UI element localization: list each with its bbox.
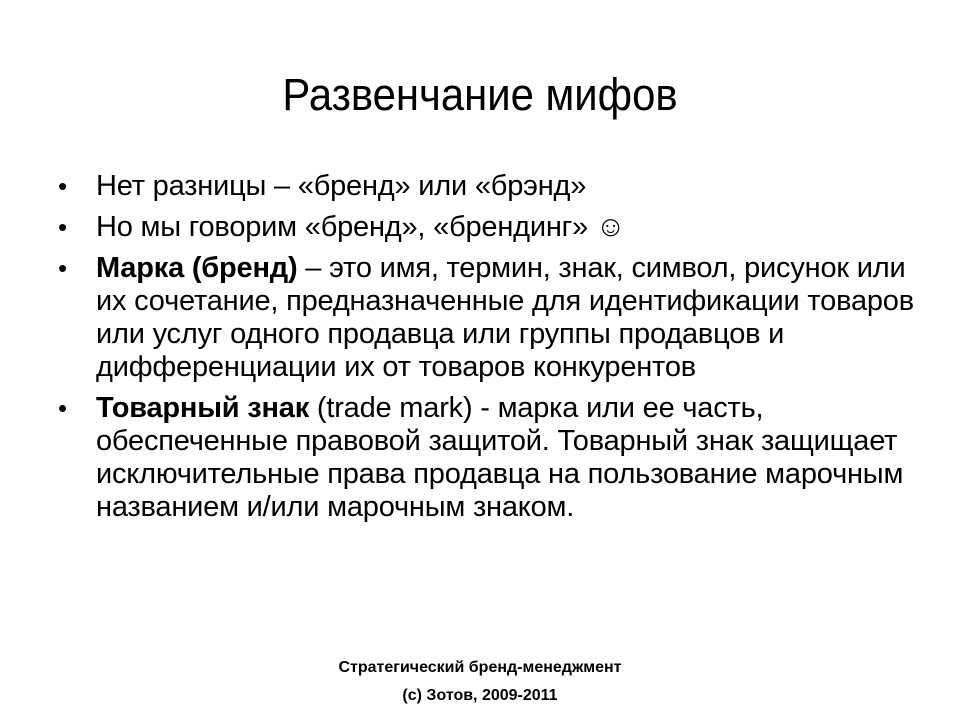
bullet-text: Но мы говорим «бренд», «брендинг» ☺ bbox=[96, 211, 626, 243]
bullet-dot-icon: • bbox=[58, 253, 67, 283]
footer-course-title: Стратегический бренд-менеджмент bbox=[338, 659, 622, 676]
bullet-list bbox=[0, 170, 960, 532]
bullet-item bbox=[0, 392, 960, 524]
bullet-text: Нет разницы – «бренд» или «брэнд» bbox=[96, 170, 587, 202]
bullet-text: – это имя, термин, знак, символ, рисунок или их сочетание, предназначенные для идентификации товаров или услуг одного продавца или группы продавцов и дифференциации их от товаров конкурентов bbox=[96, 252, 914, 383]
bullet-dot-icon: • bbox=[58, 212, 67, 242]
bullet-item bbox=[0, 170, 960, 203]
slide-title: Развенчание мифов bbox=[282, 69, 678, 120]
footer-copyright: (c) Зотов, 2009-2011 bbox=[402, 687, 558, 704]
bullet-dot-icon: • bbox=[58, 171, 67, 201]
bullet-item bbox=[0, 211, 960, 244]
bullet-item bbox=[0, 252, 960, 384]
bullet-text: (trade mark) - марка или ее часть, обеспеченные правовой защитой. Товарный знак защищает исключительные права продавца на пользование марочным названием и/или марочным знаком. bbox=[96, 392, 904, 523]
bullet-dot-icon: • bbox=[58, 393, 67, 423]
bullet-term: Марка (бренд) bbox=[96, 252, 298, 284]
slide-footer bbox=[0, 654, 960, 710]
bullet-term: Товарный знак bbox=[96, 392, 310, 424]
